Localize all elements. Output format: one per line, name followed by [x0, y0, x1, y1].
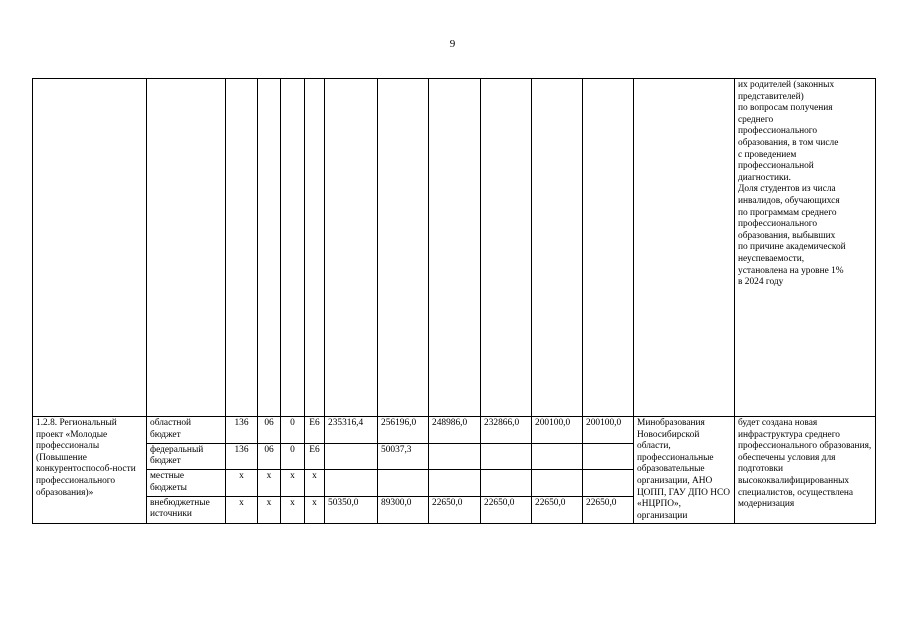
outcome-line: представителей) [738, 91, 804, 102]
code-cell: E6 [305, 443, 325, 470]
outcome-line: профессионального [738, 219, 818, 230]
outcome-line: их родителей (законных [738, 80, 835, 90]
project-name: 1.2.8. Региональный проект «Молодые профессионалы (Повышение конкурентоспособ-ности профессионального образования)» [33, 417, 147, 524]
amount-cell: 22650,0 [583, 496, 634, 523]
amount-cell: 256196,0 [378, 417, 429, 444]
amount-cell [532, 443, 583, 470]
amount-cell: 22650,0 [429, 496, 481, 523]
amount-cell: 22650,0 [481, 496, 532, 523]
outcome-line: неуспеваемости, [738, 253, 805, 264]
funding-source: местные бюджеты [147, 470, 226, 497]
program-table [32, 78, 876, 524]
amount-cell [481, 443, 532, 470]
code-cell: 06 [258, 417, 281, 444]
outcome-cell: будет создана новая инфраструктура среднего профессионального образования, обеспечены условия для подготовки высококвалифицированных специалистов, осуществлена модернизация [735, 417, 876, 524]
page-number: 9 [449, 38, 456, 50]
code-cell: x [305, 470, 325, 497]
code-cell: x [226, 496, 258, 523]
amount-cell: 50037,3 [378, 443, 429, 470]
cell-empty [325, 79, 378, 417]
code-cell: 136 [226, 443, 258, 470]
funding-source: внебюджетные источники [147, 496, 226, 523]
amount-cell [429, 470, 481, 497]
outcome-line: Доля студентов из числа [738, 184, 836, 195]
outcome-line: профессионального [738, 126, 818, 137]
cell-empty [33, 79, 147, 417]
cell-empty [147, 79, 226, 417]
code-cell: 0 [281, 443, 305, 470]
outcome-line: среднего [738, 114, 774, 125]
code-cell: E6 [305, 417, 325, 444]
code-cell: 136 [226, 417, 258, 444]
amount-cell [583, 443, 634, 470]
outcome-line: установлена на уровне 1% [738, 265, 844, 276]
code-cell: x [281, 470, 305, 497]
outcome-line: по причине академической [738, 242, 846, 253]
amount-cell: 232866,0 [481, 417, 532, 444]
amount-cell [532, 470, 583, 497]
cell-empty [634, 79, 735, 417]
cell-empty [429, 79, 481, 417]
outcome-line: образования, в том числе [738, 137, 839, 148]
code-cell: x [281, 496, 305, 523]
amount-cell: 22650,0 [532, 496, 583, 523]
outcome-line: с проведением [738, 149, 797, 160]
funding-source: областной бюджет [147, 417, 226, 444]
outcome-line: образования, выбывших [738, 230, 836, 241]
amount-cell [325, 470, 378, 497]
amount-cell [429, 443, 481, 470]
cell-empty [532, 79, 583, 417]
code-cell: 0 [281, 417, 305, 444]
code-cell: x [258, 496, 281, 523]
funding-row [33, 417, 876, 444]
cell-empty [258, 79, 281, 417]
amount-cell: 248986,0 [429, 417, 481, 444]
funding-source: федеральный бюджет [147, 443, 226, 470]
code-cell: 06 [258, 443, 281, 470]
continuation-row [33, 79, 876, 417]
amount-cell: 200100,0 [532, 417, 583, 444]
outcome-line: в 2024 году [738, 277, 784, 288]
outcome-line: по программам среднего [738, 207, 837, 218]
outcome-line: инвалидов, обучающихся [738, 195, 840, 206]
amount-cell: 200100,0 [583, 417, 634, 444]
amount-cell [481, 470, 532, 497]
outcome-line: по вопросам получения [738, 103, 833, 114]
cell-empty [305, 79, 325, 417]
amount-cell [378, 470, 429, 497]
code-cell: x [305, 496, 325, 523]
cell-empty [226, 79, 258, 417]
cell-empty [481, 79, 532, 417]
code-cell: x [258, 470, 281, 497]
cell-empty [378, 79, 429, 417]
amount-cell: 50350,0 [325, 496, 378, 523]
cell-empty [281, 79, 305, 417]
outcome-cell [735, 79, 876, 417]
executors-cell: Минобразования Новосибирской области, профессиональные образовательные организации, АНО ЦОПП, ГАУ ДПО НСО «НЦРПО», организации [634, 417, 735, 524]
amount-cell [325, 443, 378, 470]
outcome-line: диагностики. [738, 172, 791, 183]
amount-cell: 89300,0 [378, 496, 429, 523]
code-cell: x [226, 470, 258, 497]
outcome-line: профессиональной [738, 161, 814, 172]
amount-cell: 235316,4 [325, 417, 378, 444]
amount-cell [583, 470, 634, 497]
cell-empty [583, 79, 634, 417]
